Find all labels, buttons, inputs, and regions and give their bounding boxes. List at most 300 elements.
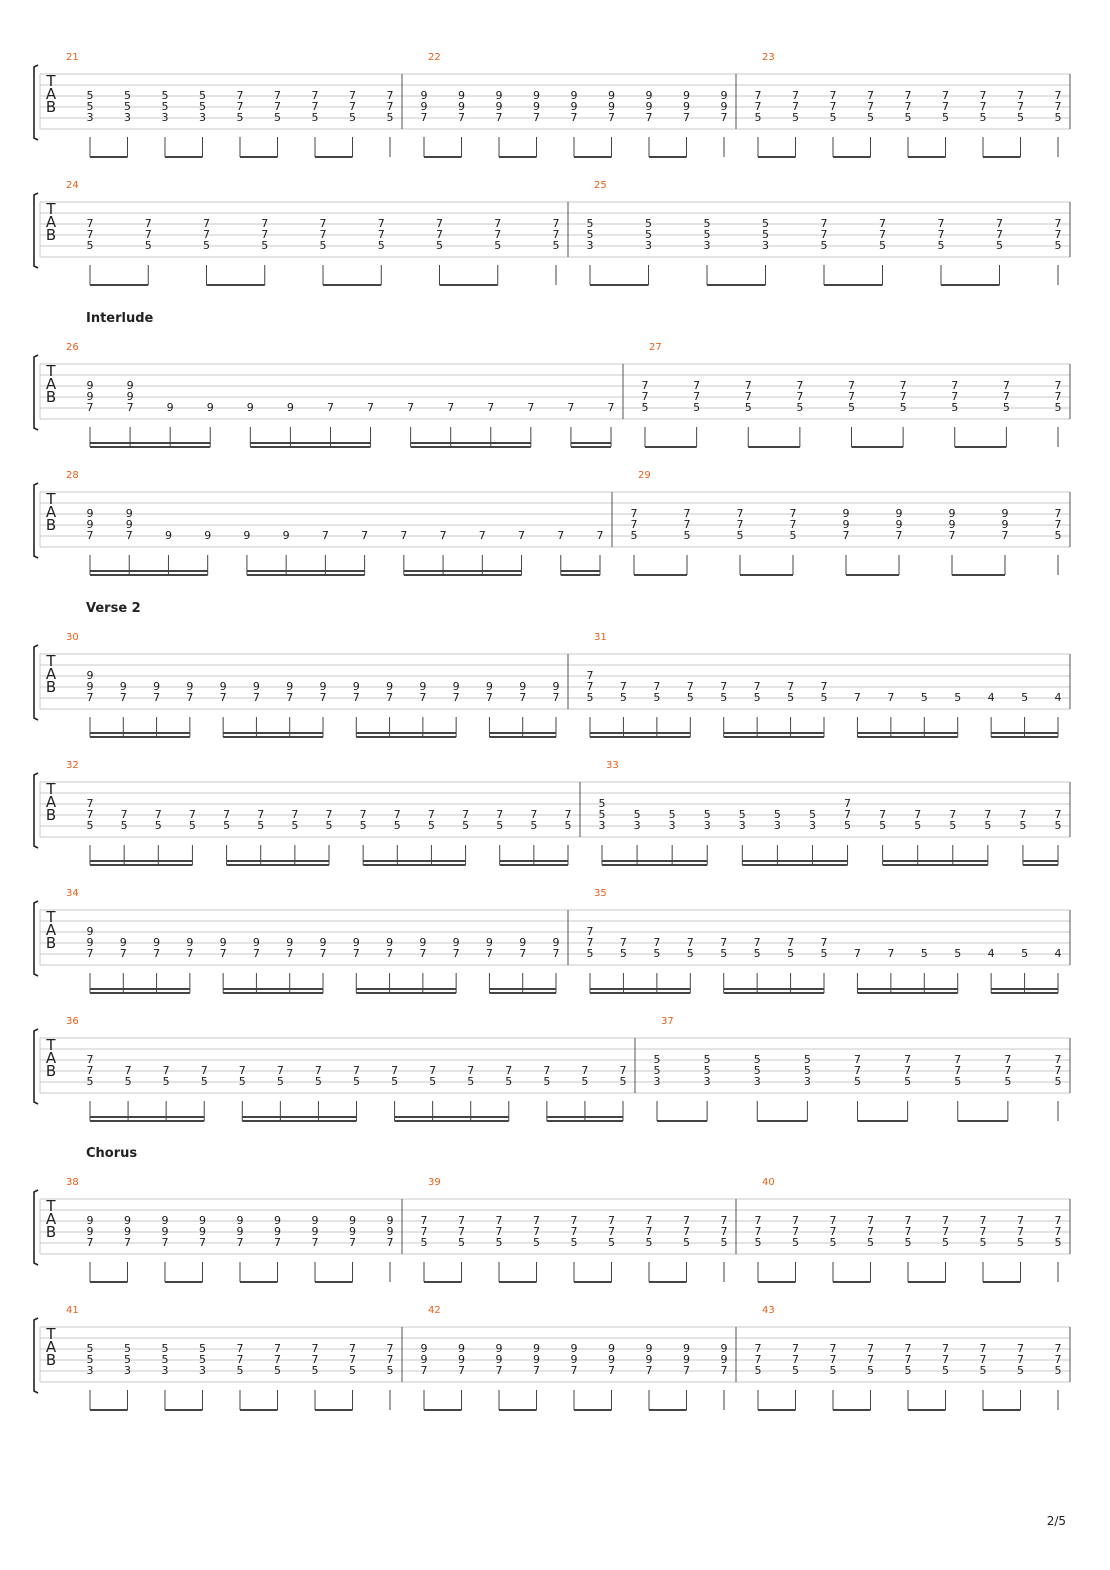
fret-number: 7: [274, 100, 281, 113]
fret-number: 5: [570, 1236, 578, 1249]
fret-number: 7: [349, 100, 356, 113]
fret-number: 9: [895, 518, 903, 531]
measure: [421, 52, 728, 157]
fret-number: 5: [236, 1364, 244, 1377]
fret-number: 9: [420, 100, 428, 113]
fret-number: 7: [274, 89, 281, 102]
fret-number: 7: [291, 808, 299, 821]
measure-number: 24: [66, 180, 79, 191]
tab-clef-letter: T: [46, 1036, 56, 1054]
fret-number: 5: [86, 1342, 94, 1355]
fret-number: 7: [276, 1064, 284, 1077]
fret-number: 7: [720, 936, 728, 949]
measure-number: 42: [428, 1305, 441, 1316]
fret-number: 9: [386, 1225, 394, 1238]
fret-number: 7: [683, 507, 691, 520]
fret-number: 7: [645, 1364, 653, 1377]
fret-number: 5: [1021, 691, 1029, 704]
fret-number: 7: [899, 390, 907, 403]
fret-number: 9: [282, 529, 290, 542]
fret-number: 9: [86, 680, 94, 693]
fret-number: 7: [274, 1353, 281, 1366]
fret-number: 7: [829, 1342, 837, 1355]
fret-number: 7: [286, 947, 294, 960]
fret-number: 7: [979, 1342, 987, 1355]
fret-number: 7: [236, 1236, 244, 1249]
measure-number: 32: [66, 760, 79, 771]
fret-number: 7: [948, 529, 956, 542]
fret-number: 7: [219, 947, 227, 960]
fret-number: 5: [829, 111, 837, 124]
fret-number: 7: [1054, 507, 1062, 520]
fret-number: 9: [570, 1353, 578, 1366]
fret-number: 5: [867, 1236, 874, 1249]
fret-number: 7: [400, 529, 408, 542]
fret-number: 9: [720, 1353, 728, 1366]
fret-number: 5: [899, 401, 907, 414]
fret-number: 9: [86, 518, 94, 531]
fret-number: 7: [736, 507, 744, 520]
measure: [66, 760, 572, 865]
tab-system: [34, 1305, 1070, 1410]
fret-number: 5: [1017, 1364, 1024, 1377]
fret-number: 5: [753, 691, 761, 704]
fret-number: 7: [789, 507, 797, 520]
tab-clef-letter: A: [45, 375, 57, 393]
fret-number: 7: [867, 1214, 874, 1227]
fret-number: 7: [904, 1053, 912, 1066]
fret-number: 9: [161, 1214, 169, 1227]
fret-number: 9: [352, 680, 360, 693]
measure: [421, 1177, 728, 1282]
fret-number: 7: [219, 691, 227, 704]
fret-number: 7: [645, 111, 653, 124]
fret-number: 4: [987, 691, 995, 704]
fret-number: 5: [829, 1236, 837, 1249]
fret-number: 5: [458, 1236, 465, 1249]
fret-number: 7: [144, 217, 152, 230]
fret-number: 9: [495, 1353, 503, 1366]
tab-system: [34, 760, 1070, 865]
fret-number: 9: [386, 936, 394, 949]
tab-clef-letter: B: [45, 1351, 57, 1369]
fret-number: 7: [495, 1364, 503, 1377]
fret-number: 7: [904, 100, 912, 113]
fret-number: 7: [494, 228, 502, 241]
fret-number: 3: [653, 1075, 661, 1088]
fret-number: 7: [1017, 1225, 1024, 1238]
fret-number: 9: [125, 507, 133, 520]
fret-number: 7: [543, 1064, 551, 1077]
tab-clef-letter: T: [46, 490, 56, 508]
measure-number: 33: [606, 760, 619, 771]
fret-number: 7: [792, 1214, 799, 1227]
fret-number: 9: [319, 936, 327, 949]
fret-number: 7: [567, 401, 575, 414]
fret-number: 5: [1054, 1364, 1062, 1377]
fret-number: 5: [703, 1064, 711, 1077]
fret-number: 5: [633, 808, 641, 821]
fret-number: 7: [86, 808, 94, 821]
fret-number: 9: [86, 925, 94, 938]
fret-number: 5: [979, 1236, 987, 1249]
fret-number: 5: [564, 819, 572, 832]
fret-number: 9: [86, 936, 94, 949]
fret-number: 7: [458, 1225, 465, 1238]
system-bracket: [34, 1318, 38, 1393]
fret-number: 7: [519, 947, 527, 960]
fret-number: 7: [452, 947, 460, 960]
tab-clef-letter: A: [45, 85, 57, 103]
fret-number: 5: [653, 1053, 661, 1066]
fret-number: 3: [199, 111, 206, 124]
fret-number: 7: [820, 217, 828, 230]
fret-number: 7: [904, 1225, 912, 1238]
fret-number: 7: [1017, 100, 1024, 113]
fret-number: 9: [608, 89, 615, 102]
fret-number: 7: [407, 401, 415, 414]
fret-number: 9: [895, 507, 903, 520]
fret-number: 5: [1054, 529, 1062, 542]
fret-number: 7: [1001, 529, 1009, 542]
fret-number: 9: [570, 89, 578, 102]
tab-system: [34, 470, 1070, 575]
measure-number: 38: [66, 1177, 79, 1188]
fret-number: 5: [914, 819, 922, 832]
tab-clef-letter: B: [45, 516, 57, 534]
fret-number: 5: [436, 239, 443, 252]
tab-system: [34, 601, 1070, 737]
page-number: 2/5: [1046, 1514, 1066, 1528]
fret-number: 5: [808, 808, 816, 821]
fret-number: 7: [1017, 89, 1024, 102]
fret-number: 5: [619, 691, 627, 704]
fret-number: 7: [848, 379, 855, 392]
fret-number: 9: [419, 680, 427, 693]
fret-number: 7: [319, 217, 327, 230]
fret-number: 7: [1017, 1214, 1024, 1227]
fret-number: 7: [447, 401, 455, 414]
fret-number: 7: [937, 217, 945, 230]
fret-number: 7: [349, 1353, 356, 1366]
tab-clef-letter: T: [46, 362, 56, 380]
tab-system: [34, 1146, 1070, 1282]
fret-number: 7: [586, 925, 594, 938]
fret-number: 5: [199, 89, 206, 102]
fret-number: 7: [854, 1053, 861, 1066]
fret-number: 5: [1021, 947, 1029, 960]
fret-number: 9: [274, 1214, 281, 1227]
fret-number: 9: [533, 100, 540, 113]
fret-number: 5: [1017, 111, 1024, 124]
fret-number: 7: [386, 1342, 394, 1355]
fret-number: 7: [311, 89, 319, 102]
fret-number: 7: [1054, 1353, 1062, 1366]
fret-number: 7: [311, 1353, 319, 1366]
fret-number: 7: [86, 1053, 94, 1066]
fret-number: 5: [641, 401, 649, 414]
fret-number: 9: [125, 518, 133, 531]
fret-number: 5: [274, 1364, 281, 1377]
tab-clef-letter: A: [45, 1049, 57, 1067]
fret-number: 7: [853, 947, 861, 960]
fret-number: 5: [124, 1353, 131, 1366]
fret-number: 5: [683, 1236, 690, 1249]
tab-clef-letter: T: [46, 908, 56, 926]
fret-number: 5: [683, 529, 691, 542]
fret-number: 5: [467, 1075, 475, 1088]
fret-number: 7: [683, 111, 690, 124]
measure-number: 29: [638, 470, 651, 481]
fret-number: 7: [787, 936, 795, 949]
fret-number: 5: [581, 1075, 589, 1088]
fret-number: 7: [314, 1064, 322, 1077]
fret-number: 5: [736, 529, 744, 542]
fret-number: 5: [161, 100, 169, 113]
fret-number: 5: [236, 111, 244, 124]
measure-number: 41: [66, 1305, 79, 1316]
fret-number: 7: [683, 1214, 690, 1227]
fret-number: 7: [200, 1064, 208, 1077]
fret-number: 5: [754, 1364, 762, 1377]
fret-number: 5: [645, 217, 652, 230]
fret-number: 5: [829, 1364, 837, 1377]
fret-number: 3: [199, 1364, 206, 1377]
fret-number: 9: [683, 1342, 690, 1355]
fret-number: 5: [645, 1236, 653, 1249]
tab-clef-letter: T: [46, 652, 56, 670]
fret-number: 3: [703, 819, 711, 832]
fret-number: 9: [519, 680, 527, 693]
fret-number: 7: [904, 1342, 912, 1355]
fret-number: 7: [236, 1342, 244, 1355]
fret-number: 7: [753, 680, 761, 693]
tab-clef-letter: B: [45, 388, 57, 406]
fret-number: 7: [352, 691, 360, 704]
fret-number: 9: [386, 680, 394, 693]
fret-number: 5: [586, 691, 594, 704]
fret-number: 7: [125, 529, 133, 542]
fret-number: 5: [1054, 1236, 1062, 1249]
fret-number: 7: [608, 1214, 615, 1227]
fret-number: 4: [987, 947, 995, 960]
fret-number: 5: [124, 1075, 132, 1088]
measure-number: 21: [66, 52, 79, 63]
fret-number: 9: [126, 379, 134, 392]
fret-number: 5: [462, 819, 470, 832]
fret-number: 7: [829, 100, 837, 113]
fret-number: 7: [736, 518, 744, 531]
fret-number: 7: [223, 808, 231, 821]
fret-number: 5: [762, 228, 769, 241]
tab-clef-letter: A: [45, 1210, 57, 1228]
fret-number: 7: [1017, 1342, 1024, 1355]
fret-number: 9: [645, 89, 653, 102]
fret-number: 7: [904, 1353, 912, 1366]
fret-number: 7: [1004, 1064, 1012, 1077]
fret-number: 5: [762, 217, 769, 230]
fret-number: 5: [787, 691, 795, 704]
fret-number: 5: [904, 111, 912, 124]
fret-number: 7: [904, 1214, 912, 1227]
fret-number: 4: [1054, 947, 1062, 960]
fret-number: 7: [979, 100, 987, 113]
fret-number: 7: [557, 529, 565, 542]
fret-number: 5: [844, 819, 852, 832]
fret-number: 7: [854, 1064, 861, 1077]
fret-number: 7: [386, 947, 394, 960]
section-label: Verse 2: [86, 601, 141, 616]
fret-number: 5: [703, 808, 711, 821]
fret-number: 5: [86, 1353, 94, 1366]
fret-number: 7: [386, 1353, 394, 1366]
fret-number: 5: [533, 1236, 540, 1249]
fret-number: 9: [319, 680, 327, 693]
fret-number: 5: [820, 947, 828, 960]
fret-number: 7: [796, 379, 804, 392]
fret-number: 7: [979, 1225, 987, 1238]
fret-number: 5: [86, 89, 94, 102]
fret-number: 5: [391, 1075, 399, 1088]
fret-number: 9: [458, 1342, 465, 1355]
fret-number: 7: [518, 529, 526, 542]
fret-number: 5: [753, 1064, 761, 1077]
fret-number: 9: [352, 936, 360, 949]
fret-number: 7: [693, 390, 701, 403]
fret-number: 7: [796, 390, 804, 403]
fret-number: 7: [393, 808, 401, 821]
fret-number: 5: [274, 111, 281, 124]
fret-number: 7: [186, 947, 194, 960]
fret-number: 7: [533, 1225, 540, 1238]
fret-number: 7: [533, 111, 540, 124]
fret-number: 7: [353, 1064, 360, 1077]
fret-number: 7: [867, 1342, 874, 1355]
measure-number: 26: [66, 342, 79, 353]
fret-number: 7: [86, 1236, 94, 1249]
fret-number: 7: [1054, 100, 1062, 113]
fret-number: 7: [683, 1225, 690, 1238]
fret-number: 5: [543, 1075, 551, 1088]
fret-number: 7: [377, 217, 385, 230]
fret-number: 7: [820, 936, 828, 949]
fret-number: 7: [753, 936, 761, 949]
fret-number: 9: [206, 401, 214, 414]
fret-number: 5: [86, 100, 94, 113]
fret-number: 7: [693, 379, 701, 392]
section-label: Chorus: [86, 1146, 138, 1161]
fret-number: 7: [495, 1214, 503, 1227]
fret-number: 7: [754, 1214, 762, 1227]
fret-number: 7: [564, 808, 572, 821]
fret-number: 7: [853, 691, 861, 704]
system-bracket: [34, 901, 38, 976]
fret-number: 5: [820, 691, 828, 704]
fret-number: 7: [86, 691, 94, 704]
fret-number: 7: [792, 89, 799, 102]
fret-number: 5: [1054, 401, 1062, 414]
fret-number: 9: [199, 1225, 206, 1238]
fret-number: 5: [619, 947, 627, 960]
fret-number: 7: [844, 797, 852, 810]
system-bracket: [34, 65, 38, 140]
fret-number: 7: [630, 518, 638, 531]
fret-number: 7: [829, 89, 837, 102]
fret-number: 9: [153, 680, 161, 693]
fret-number: 9: [842, 507, 850, 520]
fret-number: 9: [86, 379, 94, 392]
fret-number: 9: [948, 518, 956, 531]
fret-number: 7: [552, 217, 560, 230]
tab-clef-letter: A: [45, 793, 57, 811]
fret-number: 7: [236, 1353, 244, 1366]
fret-number: 7: [326, 401, 334, 414]
fret-number: 5: [608, 1236, 615, 1249]
measure-number: 39: [428, 1177, 441, 1188]
measure: [587, 180, 1062, 285]
fret-number: 7: [683, 1364, 690, 1377]
fret-number: 9: [485, 936, 493, 949]
fret-number: 9: [286, 401, 294, 414]
fret-number: 9: [533, 89, 540, 102]
measure: [755, 52, 1062, 157]
fret-number: 7: [86, 529, 94, 542]
tab-clef-letter: A: [45, 921, 57, 939]
fret-number: 7: [879, 228, 886, 241]
fret-number: 5: [744, 401, 752, 414]
measure-number: 40: [762, 1177, 775, 1188]
fret-number: 5: [291, 819, 299, 832]
fret-number: 5: [124, 89, 131, 102]
fret-number: 7: [319, 228, 327, 241]
fret-number: 5: [753, 1053, 761, 1066]
tab-system: [34, 52, 1070, 157]
tab-clef-letter: A: [45, 1338, 57, 1356]
tab-clef-letter: B: [45, 1062, 57, 1080]
fret-number: 5: [668, 808, 676, 821]
fret-number: 7: [570, 1364, 578, 1377]
fret-number: 5: [552, 239, 560, 252]
fret-number: 5: [586, 217, 594, 230]
fret-number: 7: [203, 217, 210, 230]
fret-number: 5: [495, 1236, 503, 1249]
fret-number: 7: [867, 100, 874, 113]
system-bracket: [34, 1029, 38, 1104]
fret-number: 7: [349, 1342, 356, 1355]
fret-number: 7: [954, 1053, 962, 1066]
fret-number: 5: [703, 1053, 711, 1066]
fret-number: 5: [754, 1236, 762, 1249]
fret-number: 7: [552, 228, 560, 241]
fret-number: 7: [386, 1236, 394, 1249]
fret-number: 7: [954, 1064, 962, 1077]
measure: [755, 1177, 1062, 1282]
fret-number: 3: [586, 239, 594, 252]
fret-number: 7: [645, 1225, 653, 1238]
fret-number: 9: [119, 680, 127, 693]
fret-number: 9: [458, 1353, 465, 1366]
fret-number: 5: [867, 1364, 874, 1377]
fret-number: 3: [762, 239, 769, 252]
fret-number: 7: [570, 1225, 578, 1238]
fret-number: 5: [598, 797, 606, 810]
tab-clef-letter: B: [45, 934, 57, 952]
fret-number: 7: [386, 100, 394, 113]
fret-number: 7: [487, 401, 495, 414]
fret-number: 5: [200, 1075, 208, 1088]
tab-system: [34, 311, 1070, 447]
fret-number: 7: [586, 680, 594, 693]
